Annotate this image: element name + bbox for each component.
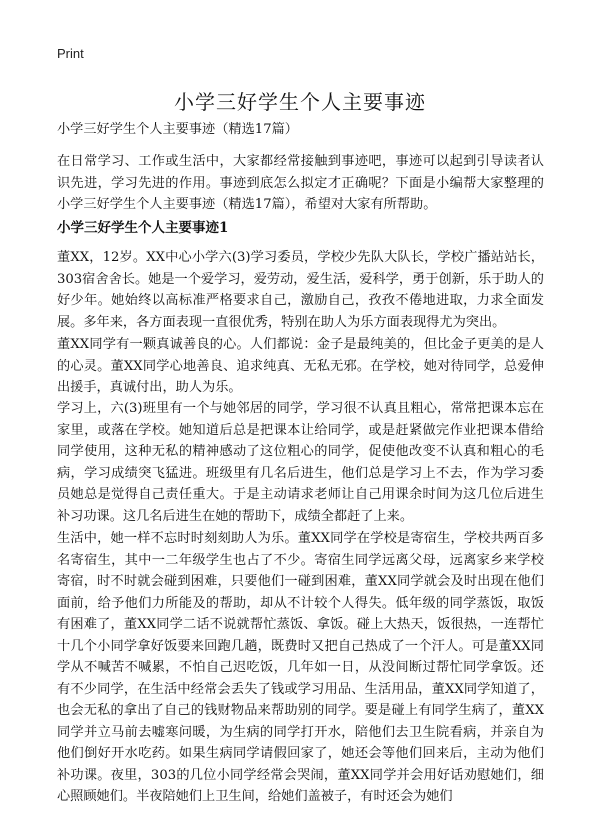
intro-paragraph: 在日常学习、工作或生活中，大家都经常接触到事迹吧，事迹可以起到引导读者认识先进，学习先进的作用。事迹到底怎么拟定才正确呢？下面是小编帮大家整理的小学三好学生个人主要事迹（精选17篇），希望对大家有所帮助。 xyxy=(57,154,544,212)
document-subtitle: 小学三好学生个人主要事迹（精选17篇） xyxy=(57,122,298,137)
body-paragraph-2: 董XX同学有一颗真诚善良的心。人们都说：金子是最纯美的，但比金子更美的是人的心灵。董XX同学心地善良、追求纯真、无私无邪。在学校，她对待同学，总爱伸出援手，真诚付出，助人为乐。 xyxy=(57,337,544,395)
body-paragraph-3: 学习上，六(3)班里有一个与她邻居的同学，学习很不认真且粗心，常常把课本忘在家里，或落在学校。她知道后总是把课本让给同学，或是赶紧做完作业把课本借给同学使用，这种无私的精神感动了这位粗心的同学，促使他改变不认真和粗心的毛病，学习成绩突飞猛进。班级里有几名后进生，他们总是学习上不去，作为学习委员她总是觉得自己责任重大。于是主动请求老师让自己用课余时间为这几位后进生补习功课。这几名后进生在她的帮助下，成绩全都赶了上来。 xyxy=(57,401,544,524)
body-paragraph-1: 董XX，12岁。XX中心小学六(3)学习委员，学校少先队大队长，学校广播站站长，303宿舍舍长。她是一个爱学习，爱劳动，爱生活，爱科学，勇于创新，乐于助人的好少年。她始终以高标准严格要求自己，激励自己，孜孜不倦地进取，力求全面发展。多年来，各方面表现一直很优秀，特别在助人为乐方面表现得尤为突出。 xyxy=(57,250,544,330)
page-title: 小学三好学生个人主要事迹 xyxy=(174,90,426,114)
section-heading: 小学三好学生个人主要事迹1 xyxy=(57,220,229,236)
print-link[interactable]: Print xyxy=(57,46,84,61)
body-paragraph-4: 生活中，她一样不忘时时刻刻助人为乐。董XX同学在学校是寄宿生，学校共两百多名寄宿生，其中一二年级学生也占了不少。寄宿生同学远离父母，远离家乡来学校寄宿，时不时就会碰到困难，只要他们一碰到困难，董XX同学就会及时出现在他们面前，给予他们力所能及的帮助，却从不计较个人得失。低年级的同学蒸饭，取饭有困难了，董XX同学二话不说就帮忙蒸饭、拿饭。碰上大热天，饭很热，一连帮忙十几个小同学拿好饭要来回跑几趟，既费时又把自己热成了一个汗人。可是董XX同学从不喊苦不喊累，不怕自己迟吃饭，几年如一日，从没间断过帮忙同学拿饭。还有不少同学，在生活中经常会丢失了钱或学习用品、生活用品，董XX同学知道了，也会无私的拿出了自己的钱财物品来帮助别的同学。要是碰上有同学生病了，董XX同学并立马前去嘘寒问暖，为生病的同学打开水，陪他们去卫生院看病，并亲自为他们倒好开水吃药。如果生病同学请假回家了，她还会等他们回来后，主动为他们补功课。夜里，303的几位小同学经常会哭闹，董XX同学并会用好话劝慰她们，细心照顾她们。半夜陪她们上卫生间，给她们盖被子，有时还会为她们 xyxy=(57,531,544,804)
